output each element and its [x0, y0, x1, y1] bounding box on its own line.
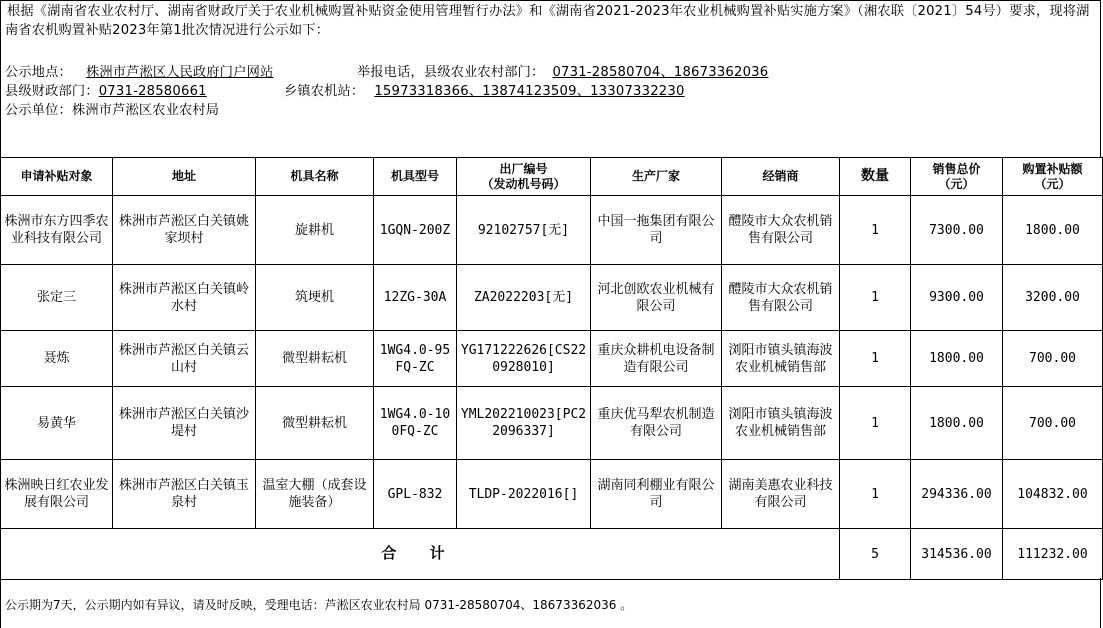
- place-value: 株洲市芦淞区人民政府门户网站: [85, 65, 274, 80]
- cell-total-price: 1800.00: [911, 387, 1003, 460]
- intro-paragraph: 根据《湖南省农业农村厅、湖南省财政厅关于农业机械购置补贴资金使用管理暂行办法》和《湖南省2021-2023年农业机械购置补贴实施方案》（湘农联〔2021〕54号）要求，现将湖南省农机购置补贴2023年第1批次情况进行公示如下：: [5, 4, 1090, 38]
- station-value: 15973318366、13874123509、13307332230: [374, 84, 685, 99]
- place-label: 公示地点：: [5, 65, 72, 80]
- table-row: [1, 387, 1103, 460]
- table-row: [1, 460, 1103, 529]
- cell-subsidy: 104832.00: [1003, 460, 1103, 529]
- cell-quantity: 1: [840, 460, 911, 529]
- cell-quantity: 1: [840, 387, 911, 460]
- cell-manufacturer: 河北创欧农业机械有限公司: [591, 265, 722, 331]
- cell-total-price: 1800.00: [911, 331, 1003, 387]
- unit-value: 株洲市芦淞区农业农村局: [71, 103, 220, 118]
- cell-manufacturer: 重庆优马犁农机制造有限公司: [591, 387, 722, 460]
- header-dealer: 经销商: [722, 158, 840, 196]
- cell-total-price: 7300.00: [911, 196, 1003, 265]
- cell-address: 株洲市芦淞区白关镇云山村: [113, 331, 256, 387]
- cell-applicant: 聂炼: [1, 331, 113, 387]
- cell-subsidy: 700.00: [1003, 387, 1103, 460]
- cell-quantity: 1: [840, 196, 911, 265]
- cell-manufacturer: 中国一拖集团有限公司: [591, 196, 722, 265]
- table-row: [1, 196, 1103, 265]
- header-serial: 出厂编号 （发动机号码）: [457, 158, 591, 196]
- cell-model: 1GQN-200Z: [374, 196, 457, 265]
- cell-serial: TLDP-2022016[]: [457, 460, 591, 529]
- cell-model: 12ZG-30A: [374, 265, 457, 331]
- cell-manufacturer: 重庆众耕机电设备制造有限公司: [591, 331, 722, 387]
- cell-dealer: 浏阳市镇头镇海波农业机械销售部: [722, 331, 840, 387]
- finance-label: 县级财政部门：: [5, 84, 99, 99]
- cell-total-price: 294336.00: [911, 460, 1003, 529]
- header-machine-name: 机具名称: [256, 158, 374, 196]
- cell-dealer: 湖南美惠农业科技有限公司: [722, 460, 840, 529]
- cell-serial: ZA2022203[无]: [457, 265, 591, 331]
- cell-machine-name: 筑埂机: [256, 265, 374, 331]
- table-header-row: [1, 158, 1103, 196]
- report-value: 0731-28580704、18673362036: [552, 65, 769, 80]
- cell-dealer: 醴陵市大众农机销售有限公司: [722, 265, 840, 331]
- cell-model: GPL-832: [374, 460, 457, 529]
- report-line: [357, 61, 776, 80]
- table-row: [1, 331, 1103, 387]
- cell-machine-name: 微型耕耘机: [256, 331, 374, 387]
- unit-label: 公示单位：: [5, 103, 72, 118]
- total-subsidy: 111232.00: [1003, 529, 1103, 580]
- total-row: [1, 529, 1103, 580]
- header-model: 机具型号: [374, 158, 457, 196]
- cell-serial: YML202210023[PC22096337]: [457, 387, 591, 460]
- cell-total-price: 9300.00: [911, 265, 1003, 331]
- cell-machine-name: 温室大棚（成套设施装备）: [256, 460, 374, 529]
- total-quantity: 5: [840, 529, 911, 580]
- cell-subsidy: 700.00: [1003, 331, 1103, 387]
- cell-address: 株洲市芦淞区白关镇玉泉村: [113, 460, 256, 529]
- footer-text: 公示期为7天，公示期内如有异议，请及时反映，受理电话：芦淞区农业农村局 0731-28580704、18673362036 。: [5, 598, 633, 612]
- header-address: 地址: [113, 158, 256, 196]
- cell-manufacturer: 湖南同利棚业有限公司: [591, 460, 722, 529]
- station-line: [284, 80, 685, 99]
- cell-dealer: 醴陵市大众农机销售有限公司: [722, 196, 840, 265]
- total-price: 314536.00: [911, 529, 1003, 580]
- cell-applicant: 张定三: [1, 265, 113, 331]
- cell-machine-name: 旋耕机: [256, 196, 374, 265]
- unit-line: [5, 99, 219, 118]
- header-total-price: 销售总价 （元）: [911, 158, 1003, 196]
- cell-dealer: 浏阳市镇头镇海波农业机械销售部: [722, 387, 840, 460]
- cell-address: 株洲市芦淞区白关镇岭水村: [113, 265, 256, 331]
- cell-applicant: 易黄华: [1, 387, 113, 460]
- total-label: 合 计: [381, 544, 459, 562]
- cell-address: 株洲市芦淞区白关镇沙堤村: [113, 387, 256, 460]
- subsidy-table: [0, 157, 1103, 580]
- cell-address: 株洲市芦淞区白关镇姚家坝村: [113, 196, 256, 265]
- cell-quantity: 1: [840, 331, 911, 387]
- cell-serial: YG171222626[CS220928010]: [457, 331, 591, 387]
- cell-applicant: 株洲市东方四季农业科技有限公司: [1, 196, 113, 265]
- cell-serial: 92102757[无]: [457, 196, 591, 265]
- notice-header: [0, 0, 1101, 157]
- cell-applicant: 株洲映日红农业发展有限公司: [1, 460, 113, 529]
- cell-machine-name: 微型耕耘机: [256, 387, 374, 460]
- station-label: 乡镇农机站：: [284, 84, 365, 99]
- cell-subsidy: 1800.00: [1003, 196, 1103, 265]
- cell-subsidy: 3200.00: [1003, 265, 1103, 331]
- header-subsidy: 购置补贴额 （元）: [1003, 158, 1103, 196]
- cell-model: 1WG4.0-95FQ-ZC: [374, 331, 457, 387]
- finance-line: [5, 80, 229, 99]
- place-line: [5, 61, 287, 80]
- cell-quantity: 1: [840, 265, 911, 331]
- finance-value: 0731-28580661: [98, 84, 207, 99]
- notice-footer: [0, 578, 1101, 628]
- header-manufacturer: 生产厂家: [591, 158, 722, 196]
- report-label: 举报电话，县级农业农村部门：: [357, 65, 545, 80]
- table-row: [1, 265, 1103, 331]
- cell-model: 1WG4.0-100FQ-ZC: [374, 387, 457, 460]
- total-label-cell: [1, 529, 840, 580]
- header-quantity: 数量: [840, 158, 911, 196]
- header-applicant: 申请补贴对象: [1, 158, 113, 196]
